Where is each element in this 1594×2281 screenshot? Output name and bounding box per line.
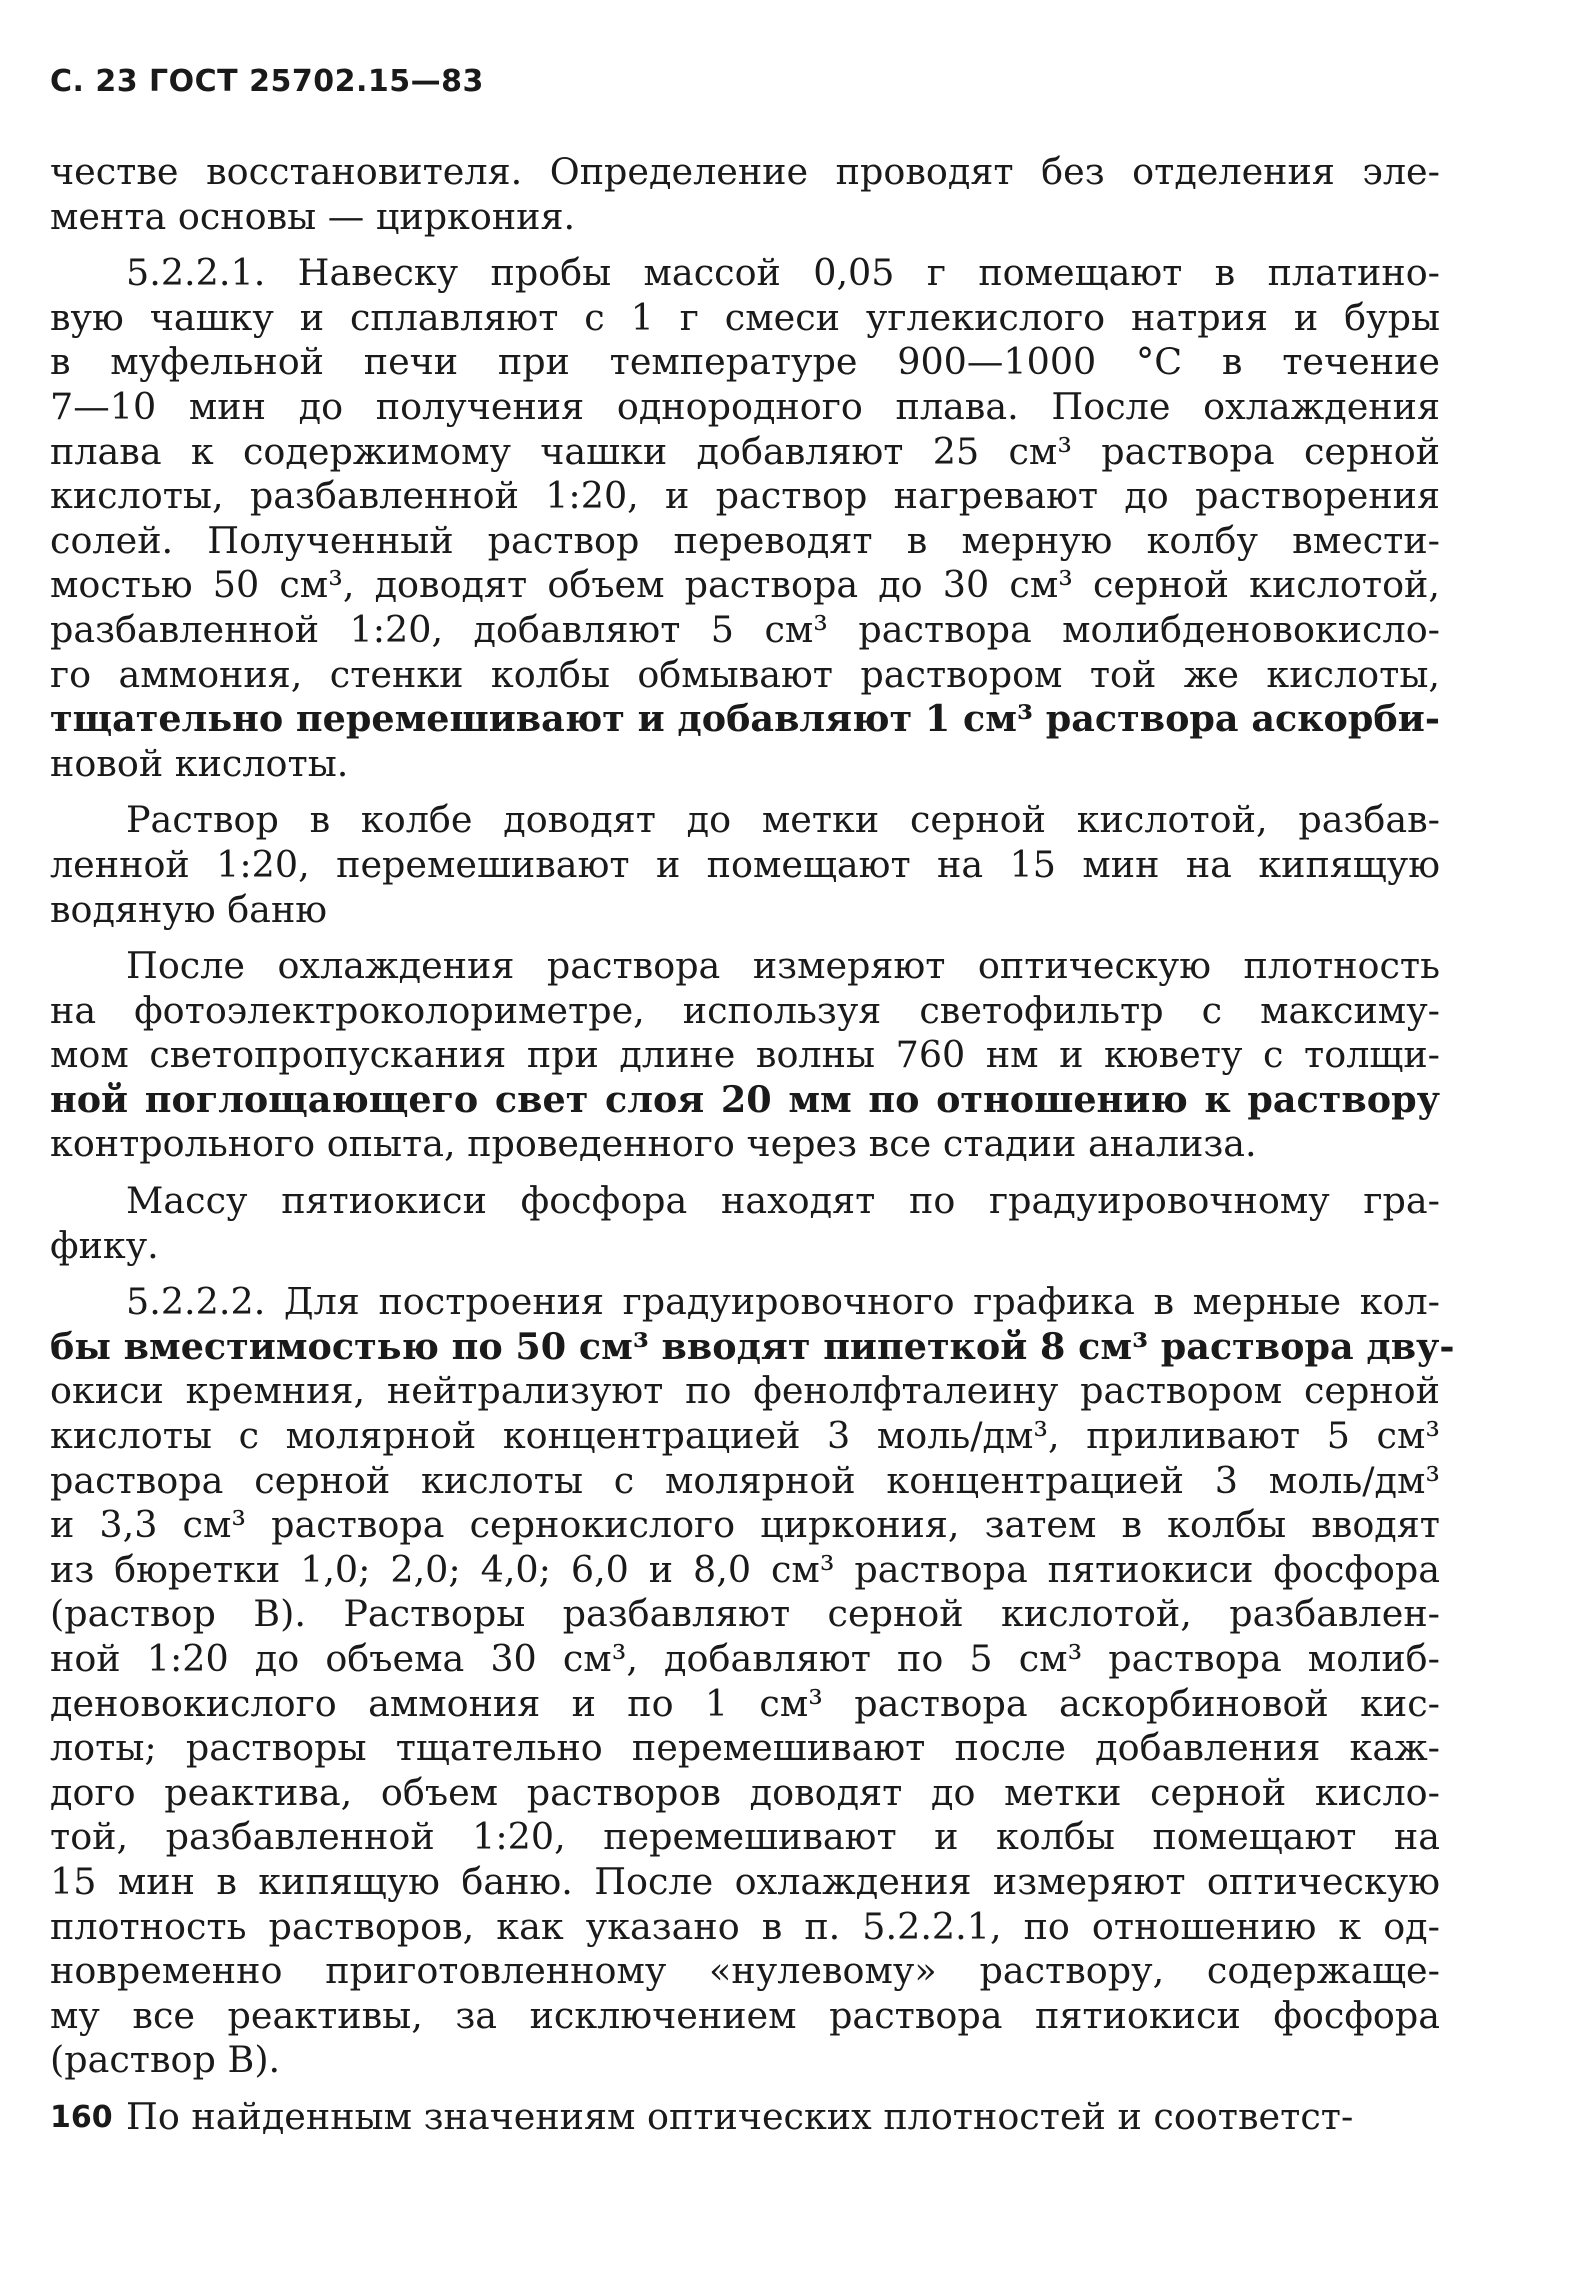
text-line: вую чашку и сплавляют с 1 г смеси углекислого натрия и буры [50,295,1440,339]
text-line: кислоты с молярной концентрацией 3 моль/дм³, приливают 5 см³ [50,1414,1440,1458]
paragraph [50,251,1440,786]
text-line: тщательно перемешивают и добавляют 1 см³ раствора аскорби- [50,697,1440,741]
text-line: го аммония, стенки колбы обмывают раствором той же кислоты, [50,652,1440,696]
text-line: 7—10 мин до получения однородного плава. После охлаждения [50,384,1440,428]
text-line: ной 1:20 до объема 30 см³, добавляют по 5 см³ раствора молиб- [50,1637,1440,1680]
text-line: деновокислого аммония и по 1 см³ раствора аскорбиновой кис- [50,1681,1440,1725]
text-line: плотность растворов, как указано в п. 5.2.2.1, по отношению к од- [50,1904,1440,1948]
paragraph [50,1280,1455,2083]
body-text [50,150,1455,2140]
text-line: ной поглощающего свет слоя 20 мм по отношению к раствору [50,1077,1440,1121]
text-line: лоты; растворы тщательно перемешивают после добавления каж- [50,1726,1440,1770]
text-line: (раствор В). Растворы разбавляют серной кислотой, разбавлен- [50,1592,1440,1636]
text-line: бы вместимостью по 50 см³ вводят пипеткой 8 см³ раствора дву- [50,1324,1455,1368]
text-line: Массу пятиокиси фосфора находят по градуировочному гра- [126,1179,1440,1223]
text-line: окиси кремния, нейтрализуют по фенолфталеину раствором серной [50,1369,1440,1413]
text-line: той, разбавленной 1:20, перемешивают и колбы помещают на [50,1815,1440,1859]
page-header: С. 23 ГОСТ 25702.15—83 [50,64,484,99]
text-line: 15 мин в кипящую баню. После охлаждения измеряют оптическую [50,1859,1440,1903]
text-line: честве восстановителя. Определение проводят без отделения эле- [50,150,1440,193]
text-line: и 3,3 см³ раствора сернокислого циркония, затем в колбы вводят [50,1503,1440,1547]
text-line: мента основы — циркония. [50,194,576,238]
text-line: солей. Полученный раствор переводят в мерную колбу вмести- [50,518,1440,562]
text-line: на фотоэлектроколориметре, используя светофильтр с максиму- [50,988,1440,1032]
text-line: разбавленной 1:20, добавляют 5 см³ раствора молибденовокисло- [50,607,1440,651]
paragraph [50,2095,1440,2140]
text-line: мостью 50 см³, доводят объем раствора до 30 см³ серной кислотой, [50,563,1440,607]
text-line: 5.2.2.1. Навеску пробы массой 0,05 г помещают в платино- [126,251,1440,295]
paragraph [50,798,1440,932]
text-line: кислоты, разбавленной 1:20, и раствор нагревают до растворения [50,474,1440,518]
text-line: новой кислоты. [50,741,349,785]
text-line: плава к содержимому чашки добавляют 25 см³ раствора серной [50,429,1440,473]
text-line: из бюретки 1,0; 2,0; 4,0; 6,0 и 8,0 см³ раствора пятиокиси фосфора [50,1547,1440,1591]
text-line: дого реактива, объем растворов доводят до метки серной кисло- [50,1770,1440,1814]
paragraph [50,150,1440,239]
paragraph [50,944,1440,1167]
text-line: раствора серной кислоты с молярной концентрацией 3 моль/дм³ [50,1458,1440,1502]
text-line: му все реактивы, за исключением раствора пятиокиси фосфора [50,1993,1440,2037]
text-line: После охлаждения раствора измеряют оптическую плотность [126,944,1440,988]
text-line: контрольного опыта, проведенного через все стадии анализа. [50,1122,1257,1166]
paragraph [50,1179,1440,1268]
text-line: водяную баню [50,887,328,931]
text-line: (раствор В). [50,2038,281,2082]
text-line: ленной 1:20, перемешивают и помещают на 15 мин на кипящую [50,842,1440,886]
text-line: новременно приготовленному «нулевому» раствору, содержаще- [50,1949,1440,1993]
page-number: 160 [50,2100,113,2135]
text-line: фику. [50,1223,159,1267]
text-line: По найденным значениям оптических плотностей и соответст- [126,2094,1354,2138]
text-line: мом светопропускания при длине волны 760 нм и кювету с толщи- [50,1033,1440,1077]
text-line: в муфельной печи при температуре 900—1000 °С в течение [50,340,1440,384]
text-line: Раствор в колбе доводят до метки серной кислотой, разбав- [126,798,1440,842]
text-line: 5.2.2.2. Для построения градуировочного графика в мерные кол- [126,1280,1440,1324]
